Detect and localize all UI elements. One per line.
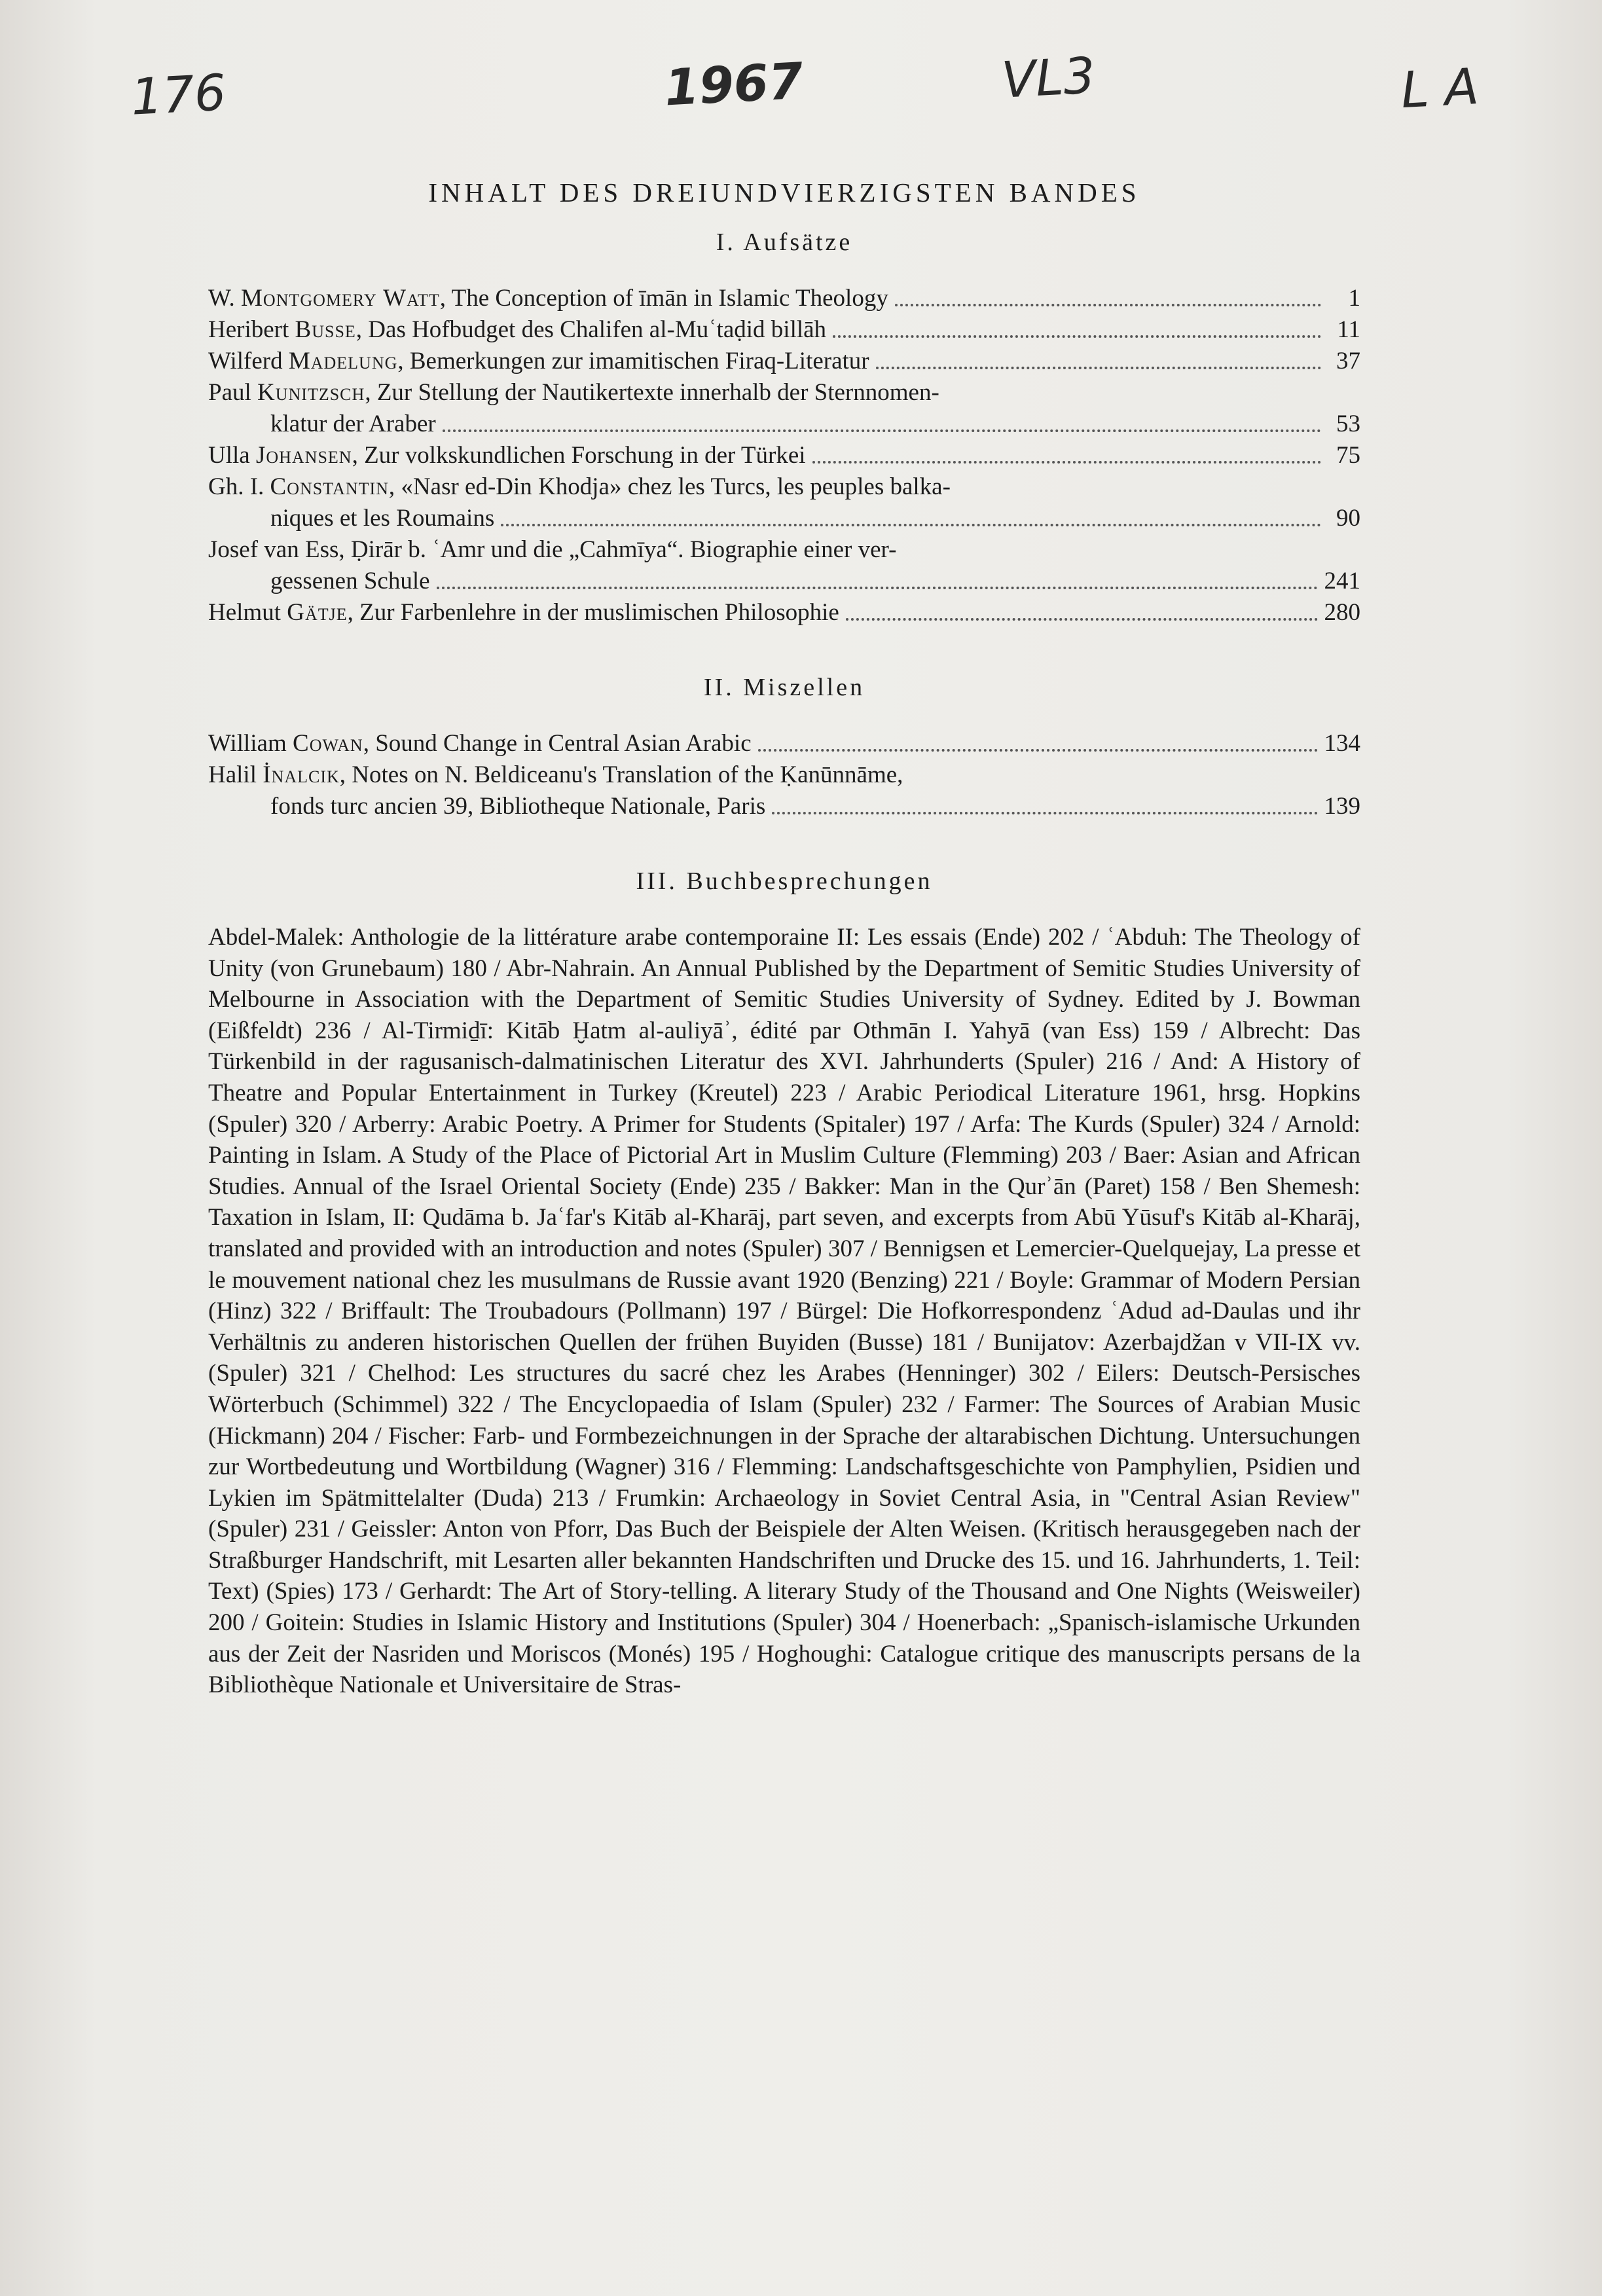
section-title-aufsaetze: I. Aufsätze xyxy=(716,228,853,256)
entry-line-continued xyxy=(208,503,1360,534)
entry-title: , The Conception of īmān in Islamic Theology xyxy=(439,285,888,312)
list-item xyxy=(208,283,1360,314)
dot-leader xyxy=(758,749,1318,752)
entry-line xyxy=(208,377,1360,409)
list-item xyxy=(208,534,1360,597)
handwritten-mark: L A xyxy=(1399,56,1480,120)
table-of-contents xyxy=(208,177,1360,1701)
entry-title: , Das Hofbudget des Chalifen al-Muʿtaḍid billāh xyxy=(355,316,827,343)
entry-author-first: Ulla xyxy=(208,442,250,469)
entry-page-number: 90 xyxy=(1336,505,1360,532)
section-title-miszellen: II. Miszellen xyxy=(703,674,865,701)
entry-author-surname: İnalcık xyxy=(263,761,340,788)
dot-leader xyxy=(846,618,1318,621)
entry-page-number: 37 xyxy=(1336,348,1360,374)
entry-author-surname: Johansen xyxy=(255,442,352,469)
dot-leader xyxy=(876,367,1321,369)
entry-author-surname: Constantin xyxy=(270,473,389,500)
entry-line-continued xyxy=(208,566,1360,597)
entry-author-surname: Gätje xyxy=(287,599,348,626)
handwritten-mark: 1967 xyxy=(663,51,805,117)
book-reviews-text: Abdel-Malek: Anthologie de la littérature arabe contemporaine II: Les essais (Ende) 202 / ʿAbduh: The Theology of Unity (von Grunebaum) 180 / Abr-Nahrain. An Annual Published by the Department of Semitic Studies University of Melbourne in Association with the Department of Semitic Studies University of Sydney. Edited by J. Bowman (Eißfeldt) 236 / Al-Tirmiḏī: Kitāb Ḫatm al-auliyāʾ, édité par Othmān I. Yahyā (van Ess) 159 / Albrecht: Das Türkenbild in der ragusanisch-dalmatinischen Literatur des XVI. Jahrhunderts (Spuler) 216 / And: A History of Theatre and Popular Entertainment in Turkey (Kreutel) 223 / Arabic Periodical Literature 1961, hrsg. Hopkins (Spuler) 320 / Arberry: Arabic Poetry. A Primer for Students (Spitaler) 197 / Arfa: The Kurds (Spuler) 324 / Arnold: Painting in Islam. A Study of the Place of Pictorial Art in Muslim Culture (Flemming) 203 / Baer: Asian and African Studies. Annual of the Israel Oriental Society (Ende) 235 / Bakker: Man in the Qurʾān (Paret) 158 / Ben Shemesh: Taxation in Islam, II: Qudāma b. Jaʿfar's Kitāb al-Kharāj, part seven, and excerpts from Abū Yūsuf's Kitāb al-Kharāj, translated and provided with an introduction and notes (Spuler) 307 / Bennigsen et Lemercier-Quelquejay, La presse et le mouvement national chez les musulmans de Russie avant 1920 (Benzing) 221 / Boyle: Grammar of Modern Persian (Hinz) 322 / Briffault: The Troubadours (Pollmann) 197 / Bürgel: Die Hofkorrespondenz ʿAdud ad-Daulas und ihr Verhältnis zu anderen historischen Quellen der frühen Buyiden (Busse) 181 / Bunijatov: Azerbajdžan v VII-IX vv. (Spuler) 321 / Chelhod: Les structures du sacré chez les Arabes (Henninger) 302 / Eilers: Deutsch-Persisches Wörterbuch (Schimmel) 322 / The Encyclopaedia of Islam (Spuler) 232 / Farmer: The Sources of Arabian Music (Hickmann) 204 / Fischer: Farb- und Formbezeichnungen in der Sprache der altarabischen Dichtung. Untersuchungen zur Wortbedeutung und Wortbildung (Wagner) 316 / Flemming: Landschaftsgeschichte von Pamphylien, Psidien und Lykien im Spätmittelalter (Duda) 213 / Frumkin: Archaeology in Soviet Central Asia, in "Central Asian Review" (Spuler) 231 / Geissler: Anton von Pforr, Das Buch der Beispiele der Alten Weisen. (Kritisch herausgegeben nach der Straßburger Handschrift, mit Lesarten aller bekannten Handschriften und Drucke des 15. und 16. Jahrhunderts, 1. Teil: Text) (Spies) 173 / Gerhardt: The Art of Story-telling. A literary Study of the Thousand and One Nights (Weisweiler) 200 / Goitein: Studies in Islamic History and Institutions (Spuler) 304 / Hoenerbach: „Spanisch-islamische Urkunden aus der Zeit der Nasriden und Moriscos (Monés) 195 / Hoghoughi: Catalogue critique des manuscripts persans de la Bibliothèque Nationale et Universitaire de Stras- xyxy=(208,924,1360,1699)
entry-title: , Zur Stellung der Nautikertexte innerhalb der Sternnomen- xyxy=(365,379,939,406)
entry-title: , «Nasr ed-Din Khodja» chez les Turcs, les peuples balka- xyxy=(388,473,951,500)
entry-title: , Zur volkskundlichen Forschung in der Türkei xyxy=(352,442,806,469)
entry-line xyxy=(208,314,826,346)
entry-page-number: 280 xyxy=(1324,599,1360,626)
dot-leader xyxy=(833,335,1321,338)
page-title: INHALT DES DREIUNDVIERZIGSTEN BANDES xyxy=(428,177,1140,208)
entry-title: Ḍirār b. ʿAmr und die „Cahmīya“. Biographie einer ver- xyxy=(350,536,897,563)
entry-line-continued xyxy=(208,409,1360,440)
entry-line xyxy=(208,534,1360,566)
entry-title-continued: fonds turc ancien 39, Bibliotheque Nationale, Paris xyxy=(270,793,766,820)
list-item xyxy=(208,440,1360,471)
dot-leader xyxy=(895,304,1321,306)
entry-author-first: Gh. I. xyxy=(208,473,264,500)
entry-title-continued: gessenen Schule xyxy=(270,568,430,594)
entry-author-first: William xyxy=(208,730,287,757)
list-item xyxy=(208,346,1360,377)
list-item xyxy=(208,377,1360,440)
entry-line xyxy=(208,440,806,471)
entry-title: , Notes on N. Beldiceanu's Translation of the Ḳanūnnāme, xyxy=(339,761,903,788)
handwritten-mark: 176 xyxy=(129,63,228,126)
entry-line xyxy=(208,471,1360,503)
entry-page-number: 11 xyxy=(1337,316,1360,343)
dot-leader xyxy=(772,812,1317,814)
entry-author-surname: Cowan xyxy=(293,730,363,757)
entry-line xyxy=(208,283,888,314)
entry-title-continued: klatur der Araber xyxy=(270,410,436,437)
dot-leader xyxy=(437,587,1318,589)
entry-title: , Sound Change in Central Asian Arabic xyxy=(363,730,752,757)
entry-author-surname: Madelung xyxy=(288,348,398,374)
entry-page-number: 1 xyxy=(1348,285,1360,312)
entry-page-number: 241 xyxy=(1324,568,1360,594)
entry-author-first: W. xyxy=(208,285,235,312)
dot-leader xyxy=(501,524,1321,526)
entry-line xyxy=(208,759,1360,791)
entry-author-surname: Busse xyxy=(295,316,356,343)
entry-author-first: Wilferd xyxy=(208,348,283,374)
entry-line xyxy=(208,728,752,759)
entry-title: , Bemerkungen zur imamitischen Firaq-Literatur xyxy=(397,348,869,374)
entry-line xyxy=(208,597,839,629)
entry-title-continued: niques et les Roumains xyxy=(270,505,495,532)
entry-author-surname: Montgomery Watt xyxy=(241,285,440,312)
entry-page-number: 134 xyxy=(1324,730,1360,757)
handwritten-mark: VL3 xyxy=(1000,46,1097,109)
list-item xyxy=(208,728,1360,759)
entry-author-first: Helmut xyxy=(208,599,281,626)
entry-author-first: Heribert xyxy=(208,316,289,343)
aufsaetze-list xyxy=(208,283,1360,629)
entry-line xyxy=(208,346,869,377)
miszellen-list xyxy=(208,728,1360,822)
entry-author-first: Halil xyxy=(208,761,257,788)
entry-line-continued xyxy=(208,791,1360,822)
list-item xyxy=(208,597,1360,629)
entry-title: , Zur Farbenlehre in der muslimischen Philosophie xyxy=(347,599,839,626)
list-item xyxy=(208,759,1360,822)
entry-page-number: 75 xyxy=(1336,442,1360,469)
entry-author-surname: Kunitzsch xyxy=(257,379,365,406)
list-item xyxy=(208,314,1360,346)
section-title-buchbesprechungen: III. Buchbesprechungen xyxy=(636,867,933,895)
list-item xyxy=(208,471,1360,534)
dot-leader xyxy=(812,461,1321,464)
entry-page-number: 53 xyxy=(1336,410,1360,437)
entry-page-number: 139 xyxy=(1324,793,1360,820)
entry-author-first: Josef van Ess, xyxy=(208,536,345,563)
entry-author-first: Paul xyxy=(208,379,251,406)
dot-leader xyxy=(443,429,1321,432)
